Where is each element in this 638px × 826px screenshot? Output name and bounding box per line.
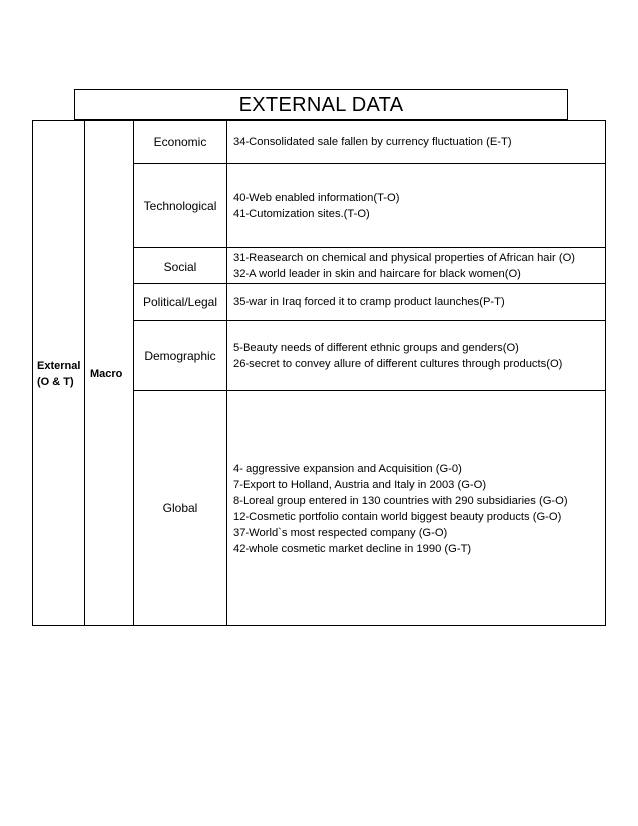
items-cell (227, 284, 605, 320)
page-title: EXTERNAL DATA (74, 89, 568, 120)
list-item: 31-Reasearch on chemical and physical properties of African hair (O) (233, 251, 576, 264)
items-cell (227, 391, 605, 625)
list-item: 34-Consolidated sale fallen by currency fluctuation (E-T) (233, 136, 512, 148)
list-item: 7-Export to Holland, Austria and Italy in 2003 (G-O) (233, 479, 487, 491)
items-cell (227, 164, 605, 247)
list-item: 26-secret to convey allure of different cultures through products(O) (233, 357, 563, 370)
table-row-economic (134, 121, 605, 164)
external-label (37, 358, 85, 390)
category-cell: Social (134, 248, 227, 283)
list-item: 4- aggressive expansion and Acquisition (G-0) (233, 463, 462, 475)
list-item: 32-A world leader in skin and haircare for black women(O) (233, 267, 521, 280)
external-label-line2: (O & T) (37, 376, 74, 388)
list-item: 37-World`s most respected company (G-O) (233, 527, 448, 539)
list-item: 12-Cosmetic portfolio contain world biggest beauty products (G-O) (233, 511, 562, 523)
category-cell: Technological (134, 164, 227, 247)
items-cell (227, 248, 605, 283)
list-item: 35-war in Iraq forced it to cramp product launches(P-T) (233, 296, 505, 308)
category-cell: Global (134, 391, 227, 625)
table-row-demographic (134, 321, 605, 391)
table-row-social (134, 248, 605, 284)
table-row-global (134, 391, 605, 625)
items-cell (227, 321, 605, 390)
items-cell (227, 121, 605, 163)
list-item: 40-Web enabled information(T-O) (233, 191, 400, 204)
category-cell: Demographic (134, 321, 227, 390)
list-item: 41-Cutomization sites.(T-O) (233, 207, 370, 220)
table-row-political-legal (134, 284, 605, 321)
category-cell: Political/Legal (134, 284, 227, 320)
list-item: 42-whole cosmetic market decline in 1990 (G-T) (233, 543, 472, 555)
factors-table (133, 120, 606, 626)
external-label-line1: External (37, 360, 81, 372)
list-item: 8-Loreal group entered in 130 countries with 290 subsidiaries (G-O) (233, 495, 568, 507)
table-row-technological (134, 164, 605, 248)
macro-label: Macro (90, 368, 123, 380)
category-cell: Economic (134, 121, 227, 163)
list-item: 5-Beauty needs of different ethnic groups and genders(O) (233, 341, 519, 354)
